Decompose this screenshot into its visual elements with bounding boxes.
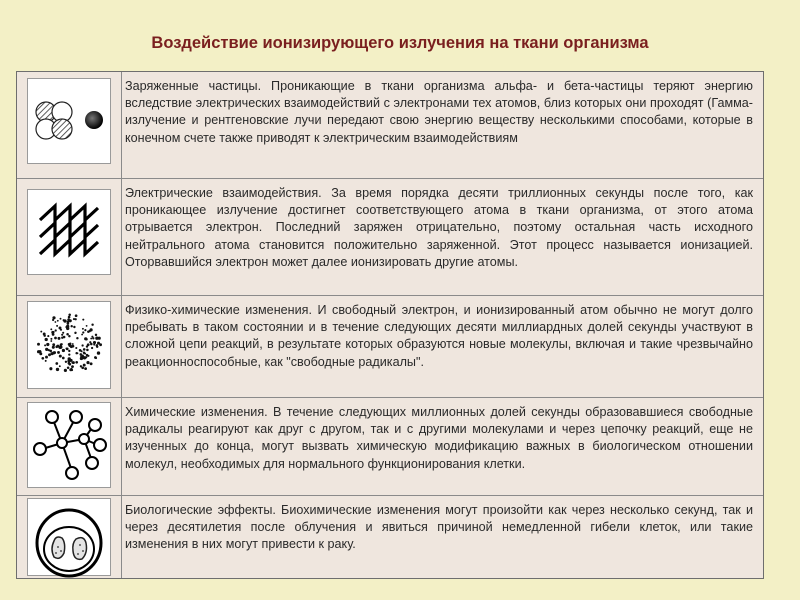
row-text: Биологические эффекты. Биохимические изменения могут произойти как через несколько секунд, так и через десятилетия после облучения и явиться причиной немедленной гибели клеток, или такие изменения в них могут привести к раку. [125, 503, 753, 552]
cell-icon [27, 498, 111, 576]
zigzag-waves-icon [27, 189, 111, 275]
row-text: Заряженные частицы. Проникающие в ткани организма альфа- и бета-частицы теряют энергию вследствие электрических взаимодействий с электронами тех атомов, близ которых они проходят (Гамма-излучение и рентгеновские лучи передают свою энергию веществу несколькими способами, которые в конечном счете также приводят к электрическим взаимодействиям [125, 79, 753, 145]
row-text: Электрические взаимодействия. За время порядка десяти триллионных секунды после того, как проникающее излучение достигнет соответствующего атома в ткани организма, от этого атома отрывается электрон. Последний заряжен отрицательно, поэтому остальная часть исходного нейтрального атома становится положительно заряженной. Этот процесс называется ионизацией. Оторвавшийся электрон может далее ионизировать другие атомы. [125, 186, 753, 269]
table-row [17, 496, 763, 578]
effects-table [16, 71, 764, 579]
table-row [17, 179, 763, 296]
dot-cloud-icon [27, 301, 111, 389]
row-text: Химические изменения. В течение следующих миллионных долей секунды образовавшиеся свободные радикалы реагируют как друг с другом, так и с другими молекулами и через цепочку реакций, еще не изученных до конца, могут вызвать химическую модификацию важных в биологическом отношении молекул, необходимых для нормального функционирования клетки. [125, 405, 753, 471]
table-row [17, 72, 763, 179]
molecule-network-icon [27, 402, 111, 488]
charged-particles-icon [27, 78, 111, 164]
page-title: Воздействие ионизирующего излучения на ткани организма [151, 34, 649, 52]
table-row [17, 296, 763, 398]
table-row [17, 398, 763, 496]
row-text: Физико-химические изменения. И свободный электрон, и ионизированный атом обычно не могут долго пребывать в таком состоянии и в течение следующих десяти миллиардных долей секунды участвуют в сложной цепи реакций, в результате которых образуются новые молекулы, включая и такие чрезвычайно реакционноспособные, как "свободные радикалы". [125, 303, 753, 369]
